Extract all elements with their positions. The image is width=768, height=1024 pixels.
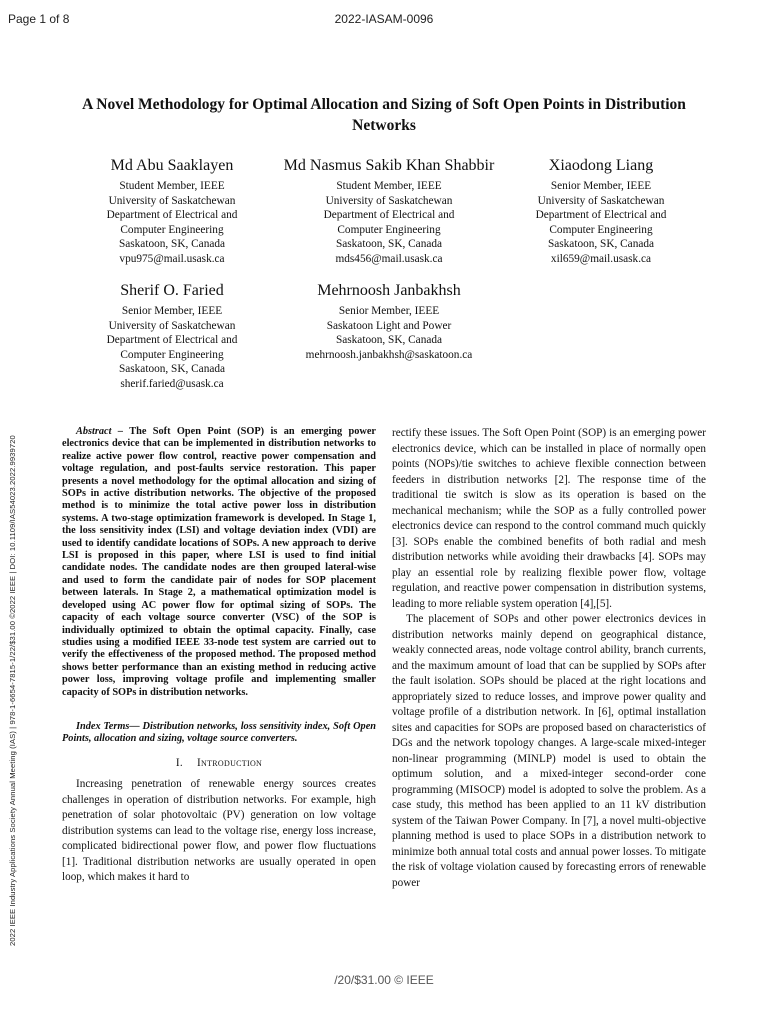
- author-name: Mehrnoosh Janbakhsh: [317, 282, 461, 299]
- author-name: Xiaodong Liang: [548, 157, 654, 174]
- author-email: vpu975@mail.usask.ca: [119, 252, 225, 265]
- author-affiliation-line: University of Saskatchewan: [108, 319, 236, 332]
- author-affiliation-line: Department of Electrical and: [535, 209, 667, 222]
- author-block: [72, 156, 272, 267]
- author-name: Md Abu Saaklayen: [110, 157, 234, 174]
- page-number-label: Page 1 of 8: [8, 12, 70, 26]
- section-number: I.: [175, 756, 183, 769]
- author-affiliation-line: Saskatoon, SK, Canada: [118, 363, 226, 376]
- author-block: [514, 156, 688, 267]
- abstract-text: The Soft Open Point (SOP) is an emerging power electronics device that can be implemented in distribution networks to realize active power flow control, reactive power compensation and voltage regulation, and post-faults service restoration. This paper presents a novel methodology for the optimal allocation and sizing of SOPs in active distribution networks. The objective of the proposed method is to minimize the total active power loss in distribution systems. A two-stage optimization framework is developed. In Stage 1, the loss sensitivity index (LSI) and voltage deviation index (VDI) are used to identify candidate locations of SOPs. A new approach to derive LSI is proposed in this paper, where LSI is used to find initial candidate nodes. The candidate nodes are then grouped lateral-wise and used to form the candidate pair of nodes for SOP placement between laterals. In Stage 2, a mathematical optimization model is developed using AC power flow for optimal sizing of SOPs. The capacity of each voltage source converter (VSC) of the SOP is individually optimized to obtain the optimal capacity. Finally, case studies using a modified IEEE 33-node test system are carried out to verify the effectiveness of the proposed method. The proposed method shows better performance than an existing method in reducing active power loss, improving voltage profile and implementing smaller capacity of SOPs in distribution networks.: [62, 426, 377, 698]
- author-block: [274, 281, 504, 362]
- author-block: [72, 281, 272, 392]
- section-heading: [62, 756, 376, 772]
- intro-paragraph: Increasing penetration of renewable energy sources creates challenges in operation of distribution networks. For example, high penetration of solar photovoltaic (PV) generation on low voltage distribution systems can lead to the voltage rise, energy loss increase, complicated bidirectional power flow, and power flow fluctuations [1]. Traditional distribution networks are usually operated in open loop, which makes it hard to: [62, 778, 376, 884]
- page-footer: /20/$31.00 © IEEE: [334, 973, 434, 987]
- author-affiliation-line: Senior Member, IEEE: [550, 180, 652, 192]
- author-name: Md Nasmus Sakib Khan Shabbir: [283, 157, 495, 174]
- author-affiliation-line: University of Saskatchewan: [537, 194, 665, 207]
- author-email: sherif.faried@usask.ca: [120, 377, 224, 390]
- author-affiliation-line: University of Saskatchewan: [108, 194, 236, 207]
- author-email: mehrnoosh.janbakhsh@saskatoon.ca: [305, 348, 473, 361]
- author-affiliation-line: Saskatoon, SK, Canada: [335, 334, 443, 347]
- index-terms: Index Terms— Distribution networks, loss sensitivity index, Soft Open Points, allocation and sizing, voltage source converters.: [62, 720, 376, 745]
- author-affiliation-line: Saskatoon Light and Power: [326, 319, 452, 332]
- section-title: Introduction: [197, 756, 263, 769]
- author-affiliation-line: Senior Member, IEEE: [338, 305, 440, 317]
- author-affiliation-line: Senior Member, IEEE: [121, 305, 223, 317]
- author-affiliation-line: Department of Electrical and: [323, 209, 455, 222]
- abstract: [62, 426, 376, 699]
- author-affiliation-line: Department of Electrical and: [106, 209, 238, 222]
- author-affiliation-line: Student Member, IEEE: [336, 180, 442, 192]
- author-name: Sherif O. Faried: [120, 282, 224, 299]
- author-affiliation-line: Computer Engineering: [549, 223, 653, 236]
- author-block: [264, 156, 514, 267]
- author-affiliation-line: Saskatoon, SK, Canada: [335, 238, 443, 251]
- author-affiliation-line: Computer Engineering: [337, 223, 441, 236]
- body-paragraph: rectify these issues. The Soft Open Point (SOP) is an emerging power electronics device, which can be installed in place of normally open points (NOPs)/tie switches to achieve flexible connection between feeders in distribution networks [2]. The response time of the traditional tie switch is slow as its operation is based on the mechanical mechanism; while the SOP as a fully controlled power electronics device can respond to the control command much quickly [3]. SOPs enable the combined benefits of both radial and mesh distribution networks while avoiding their drawbacks [4]. SOPs may play an essential role by realizing flexible power flow, voltage regulation, and reactive power compensation in distribution systems, leading to more reliable system operation [4],[5].: [392, 427, 706, 610]
- paper-title: A Novel Methodology for Optimal Allocation and Sizing of Soft Open Points in Distribution Networks: [82, 96, 686, 134]
- author-affiliation-line: Student Member, IEEE: [119, 180, 225, 192]
- page-header: [0, 0, 768, 40]
- author-email: mds456@mail.usask.ca: [335, 252, 443, 265]
- paper-id-label: 2022-IASAM-0096: [334, 12, 434, 26]
- author-affiliation-line: Saskatoon, SK, Canada: [547, 238, 655, 251]
- left-text-column: [62, 426, 376, 886]
- author-affiliation-line: Computer Engineering: [120, 348, 224, 361]
- ieee-citation-sidebar: 2022 IEEE Industry Applications Society Annual Meeting (IAS) | 978-1-6654-7815-1/22/$31.00 ©2022 IEEE | DOI: 10.1109/IAS54023.2022.9939720: [8, 435, 17, 946]
- body-paragraph: The placement of SOPs and other power electronics devices in distribution networks mainly depend on geographical distance, weakly connected areas, node voltage control ability, branch currents, and the maximum amount of load that can be supplied by SOPs after the fault isolation. SOPs should be placed at the right locations and appropriately sized to reduce losses, and improve power quality and voltage profile of a distribution network. In [6], optimal installation sites and capacities for SOPs are proposed based on characteristics of DGs and the network topology changes. A large-scale mixed-integer non-linear programming (MINLP) model is used to obtain the optimum solution, and a mixed-integer second-order cone programming (MISOCP) model is adopted to solve the problem. As a case study, this method has been applied to an 11 kV distribution system of the Taiwan Power Company. In [7], a novel multi-objective planning method is used to place SOPs in a distribution network to minimize both annual total costs and annual power losses. To mitigate the risk of voltage violation caused by forecasting errors of renewable power: [392, 613, 706, 889]
- author-affiliation-line: University of Saskatchewan: [325, 194, 453, 207]
- author-affiliation-line: Computer Engineering: [120, 223, 224, 236]
- author-affiliation-line: Department of Electrical and: [106, 334, 238, 347]
- author-affiliation-line: Saskatoon, SK, Canada: [118, 238, 226, 251]
- author-email: xil659@mail.usask.ca: [550, 252, 652, 265]
- right-text-column: [392, 426, 706, 891]
- abstract-lead: Abstract –: [76, 426, 124, 437]
